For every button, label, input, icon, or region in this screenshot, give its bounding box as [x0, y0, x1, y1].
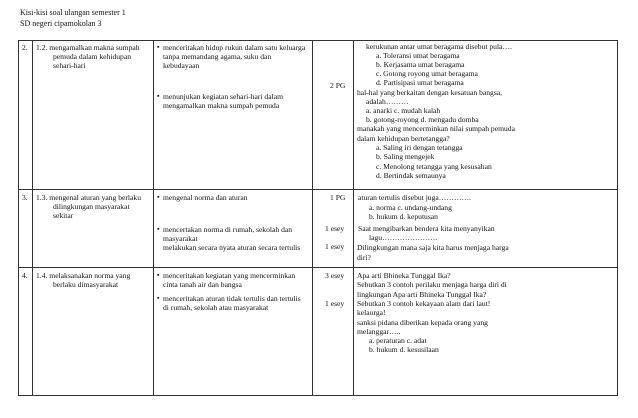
answer-option: d. Bertindak semaunya	[376, 171, 446, 180]
question-type: 1 esey	[325, 299, 345, 308]
answer-option: d. Partisipasi umat beragama	[376, 78, 464, 87]
objective-text: masyarakat	[163, 234, 198, 243]
question-text: lingkungan Apa arti Bhineka Tunggal Ika?	[357, 290, 487, 299]
question-type: 2 PG	[330, 81, 346, 90]
objective-text: tanpa memandang agama, suku dan	[163, 52, 272, 61]
question-type: 1 esey	[325, 224, 345, 233]
question-text: sanksi pidana diberikan kepada orang yang	[357, 318, 488, 327]
answer-option: a. anarki c. mudah kalah	[366, 106, 441, 115]
question-text: diri?	[357, 253, 371, 262]
question-text: dalam kehidupan bertetangga?	[357, 134, 450, 143]
objective-text: di rumah, sekolah atau masyarakat	[163, 303, 269, 312]
row-number: 4.	[22, 271, 28, 280]
question-text: Apa arti Bhineka Tunggal Ika?	[357, 271, 451, 280]
document-title: Kisi-kisi soal ulangan semester 1	[20, 8, 126, 17]
question-text: melanggar…..	[357, 327, 401, 336]
question-text: kelaurga!	[357, 308, 386, 317]
objective-item: ▪ menceritakan aturan tidak tertulis dan tertulis	[163, 294, 301, 303]
objective-item: ▪ menceritakan kegiatan yang mencerminkan	[163, 271, 295, 280]
indicator-text: 1.3. mengenal aturan yang berlaku	[36, 193, 142, 202]
objective-text: melakukan secara nyata aturan secara tertulis	[163, 243, 301, 252]
answer-option: b. hukum d. keputusan	[369, 212, 438, 221]
answer-option: a. peraturan c. adat	[369, 336, 427, 345]
row-divider	[18, 267, 618, 268]
indicator-text: dilingkungan masyarakat	[53, 202, 130, 211]
indicator-text: berlaku dimasyarakat	[53, 280, 119, 289]
question-text: Saat mengibarkan bendera kita menyanyikan	[358, 224, 495, 233]
answer-option: b. Saling mengejek	[376, 152, 435, 161]
table-border-bottom	[18, 395, 618, 396]
indicator-text: 1.4. melaksanakan norma yang	[36, 271, 131, 280]
objective-item: ▪ menunjukan kegiatan sehari-hari dalam	[163, 92, 283, 101]
question-text: lagu………………….	[369, 233, 438, 242]
indicator-text: sekitar	[53, 211, 74, 220]
question-text: Dilingkungan mana saja kita harus menjaga harga	[357, 243, 509, 252]
question-text: hal-hal yang berkaitan dengan kesatuan bangsa,	[357, 88, 503, 97]
indicator-text: 1.2. mengamalkan makna sumpah	[36, 43, 140, 52]
answer-option: a. Saling iri dengan tetangga	[376, 143, 463, 152]
question-text: Sebutkan 3 contoh perilaku menjaga harga diri di	[357, 280, 507, 289]
question-text: Sebutkan 3 contoh kekayaan alam dari laut!	[357, 299, 491, 308]
question-type: 1 PG	[330, 193, 346, 202]
objective-item: ▪ menceritakan hidup rukun dalam satu keluarga	[163, 43, 305, 52]
row-number: 2.	[22, 43, 28, 52]
column-divider	[153, 40, 154, 396]
answer-option: b. hukum d. kesusilaan	[369, 345, 439, 354]
question-type: 3 esey	[325, 271, 345, 280]
column-divider	[353, 40, 354, 396]
indicator-text: sehari-hari	[53, 61, 86, 70]
question-text: kerukunan antar umat beragama disebut pula….	[366, 42, 512, 51]
answer-option: a. Toleransi umat beragama	[376, 51, 460, 60]
table-border-right	[617, 40, 618, 396]
answer-option: c. Gotong royong umat beragama	[376, 69, 478, 78]
row-number: 3.	[22, 193, 28, 202]
objective-text: cinta tanah air dan bangsa	[163, 280, 242, 289]
question-type: 1 esey	[325, 242, 345, 251]
table-border-left	[18, 40, 19, 396]
indicator-text: pemuda dalam kehidupan	[53, 52, 132, 61]
question-text: adalah………	[366, 97, 409, 106]
table-border-top	[18, 40, 618, 41]
objective-text: kebudayaan	[163, 61, 200, 70]
column-divider	[32, 40, 33, 396]
question-text: aturan tertulis disebut juga………….	[358, 193, 472, 202]
answer-option: b. gotong-royong d. mengadu domba	[366, 115, 479, 124]
objective-text: mengamalkan makna sumpah pemuda	[163, 101, 280, 110]
answer-option: a. norma c. undang-undang	[369, 203, 452, 212]
objective-item: ▪ mencertakan norma di rumah, sekolah dan	[163, 225, 292, 234]
answer-option: b. Kerjasama umat beragama	[376, 60, 465, 69]
objective-item: ▪ mengenal norma dan aturan	[163, 193, 248, 202]
row-divider	[18, 189, 618, 190]
column-divider	[312, 40, 313, 396]
school-name: SD negeri cipamokolan 3	[20, 19, 102, 28]
question-text: manakah yang mencerminkan nilai sumpah pemuda	[357, 124, 515, 133]
answer-option: c. Menolong tetangga yang kesusahan	[376, 162, 492, 171]
